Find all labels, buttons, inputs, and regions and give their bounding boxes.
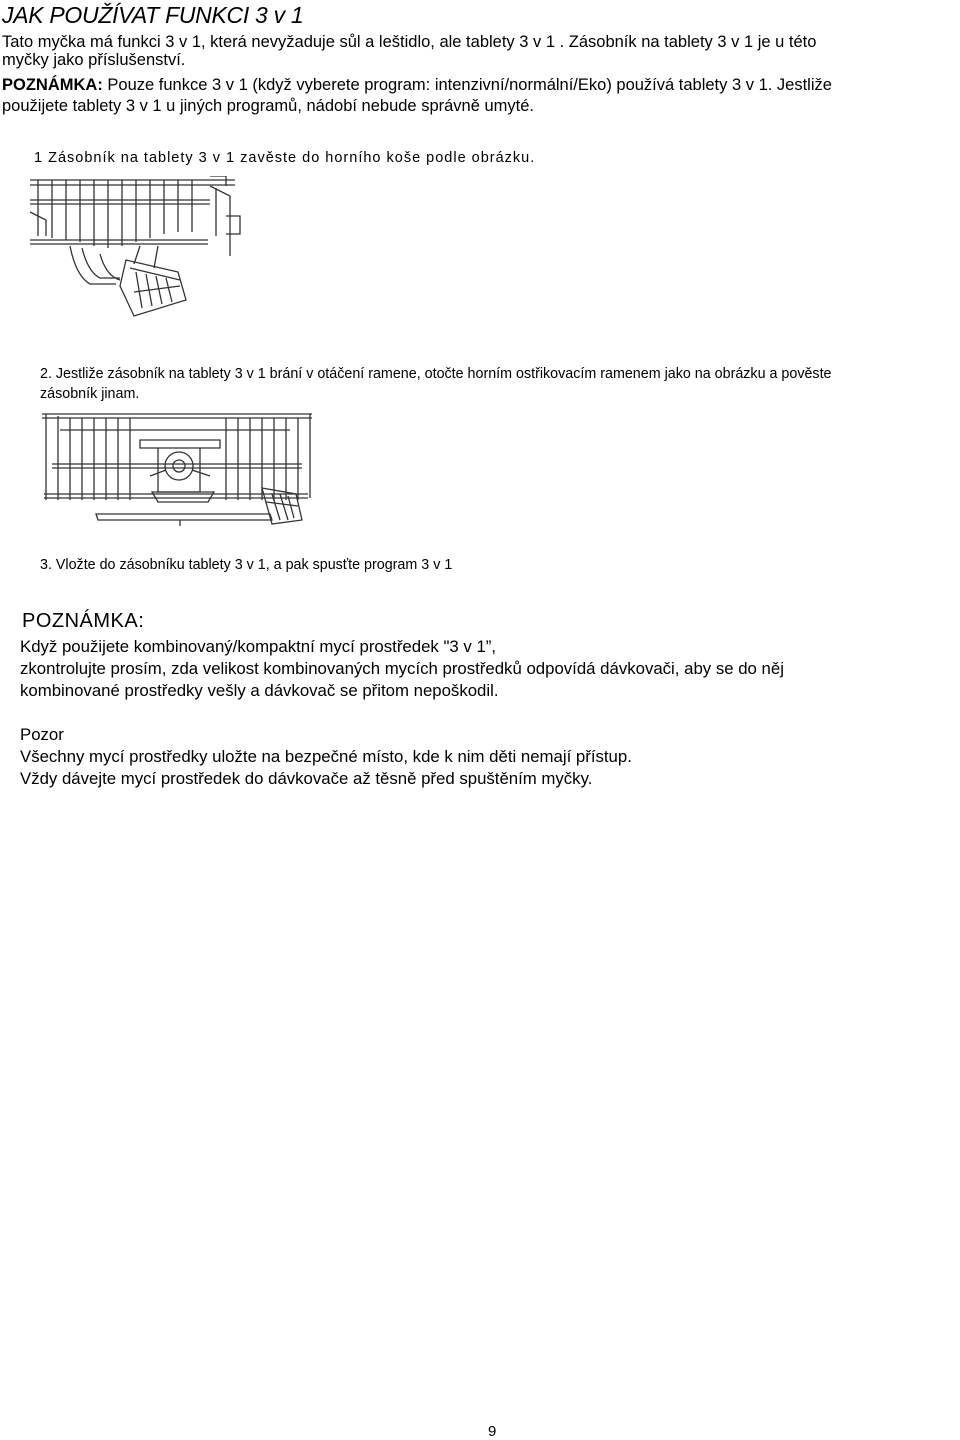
intro-note-line-2: použijete tablety 3 v 1 u jiných programů, nádobí nebude správně umyté. [2, 97, 534, 115]
step-1-text: 1 Zásobník na tablety 3 v 1 zavěste do horního koše podle obrázku. [34, 150, 536, 166]
note-heading: POZNÁMKA: [22, 610, 145, 632]
step-2-text [40, 364, 832, 404]
intro-note-text: Pouze funkce 3 v 1 (když vyberete program: intenzivní/normální/Eko) používá tablety 3 v 1. Jestliže [102, 76, 832, 94]
caution-line-2: Vždy dávejte mycí prostředek do dávkovače až těsně před spuštěním myčky. [20, 769, 593, 788]
step-2-line-2: zásobník jinam. [40, 386, 140, 402]
intro-line-1: Tato myčka má funkci 3 v 1, která nevyžaduje sůl a leštidlo, ale tablety 3 v 1 . Zásobník na tablety 3 v 1 je u této [2, 33, 817, 51]
page-number: 9 [488, 1423, 497, 1440]
page-title: JAK POUŽÍVAT FUNKCI 3 v 1 [2, 2, 304, 28]
step-2-line-1: 2. Jestliže zásobník na tablety 3 v 1 brání v otáčení ramene, otočte horním ostřikovacím ramenem jako na obrázku a pověste [40, 366, 832, 382]
note-line-3: kombinované prostředky vešly a dávkovač se přitom nepoškodil. [20, 681, 499, 700]
intro-note-label: POZNÁMKA: [2, 76, 103, 94]
caution-line-1: Všechny mycí prostředky uložte na bezpečné místo, kde k nim děti nemají přístup. [20, 747, 632, 766]
step-3-text: 3. Vložte do zásobníku tablety 3 v 1, a pak spusťte program 3 v 1 [40, 557, 453, 573]
figure-spray-arm-rotated [40, 410, 316, 528]
note-line-1: Když použijete kombinovaný/kompaktní mycí prostředek "3 v 1”, [20, 637, 497, 656]
caution-heading: Pozor [20, 725, 64, 744]
intro-note [2, 76, 832, 94]
note-line-2: zkontrolujte prosím, zda velikost kombinovaných mycích prostředků odpovídá dávkovači, aby se do něj [20, 659, 784, 678]
figure-upper-basket-holder [30, 176, 244, 328]
intro-line-2: myčky jako příslušenství. [2, 51, 186, 69]
